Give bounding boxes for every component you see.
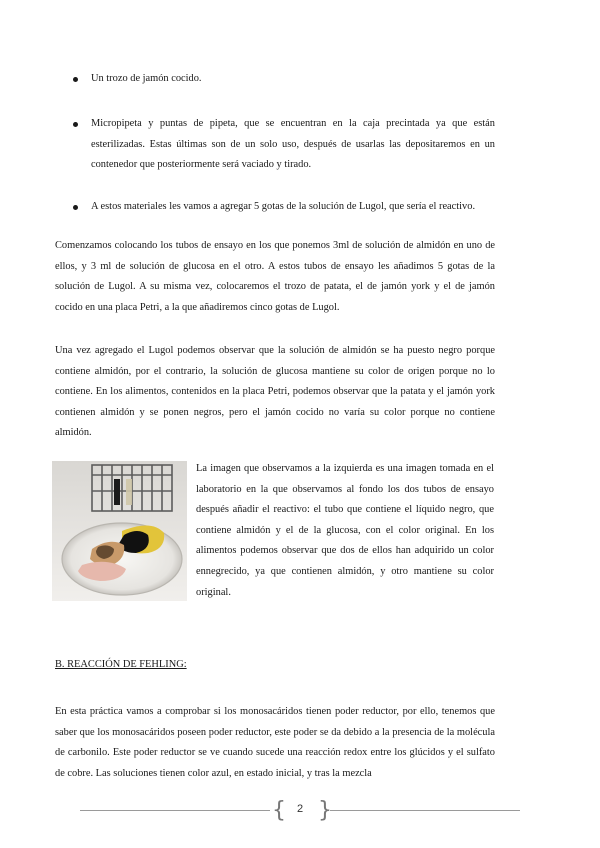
bullet-icon [73, 205, 78, 210]
right-brace-icon: } [318, 798, 332, 823]
left-brace-icon: { [272, 798, 286, 823]
page-number: 2 [296, 803, 304, 815]
lab-photo [52, 461, 187, 601]
list-item [55, 69, 495, 90]
lab-photo-drawing [52, 461, 187, 601]
footer-rule-right [330, 810, 520, 811]
bullet-icon [73, 77, 78, 82]
list-item-text: Un trozo de jamón cocido. [91, 73, 202, 84]
list-item-text: Micropipeta y puntas de pipeta, que se encuentran en la caja precintada ya que están esterilizadas. Estas últimas son de un solo uso, después de usarlas las depositaremos en un contenedor que posteriormente será vaciado y tirado. [91, 118, 495, 171]
list-item [55, 114, 495, 176]
fehling-paragraph: En esta práctica vamos a comprobar si los monosacáridos tienen poder reductor, por ello, tenemos que saber que los monosacáridos poseen poder reductor, este poder se da debido a la presencia de la molécula de carbonilo. Este poder reductor se ve cuando sucede una reacción redox entre los glúcidos y el sulfato de cobre. Las soluciones tienen color azul, en estado inicial, y tras la mezcla [55, 706, 495, 779]
footer-rule-left [80, 810, 270, 811]
list-item-text: A estos materiales les vamos a agregar 5 gotas de la solución de Lugol, que sería el reactivo. [91, 201, 476, 212]
section-heading: B. REACCIÓN DE FEHLING: [55, 659, 187, 670]
image-caption-paragraph: La imagen que observamos a la izquierda es una imagen tomada en el laboratorio en la que observamos al fondo los dos tubos de ensayo después añadir el reactivo: el tubo que contiene el líquido negro, que contiene almidón y el de la glucosa, con el color original. En los alimentos podemos observar que dos de ellos han adquirido un color ennegrecido, ya que contienen almidón, y otro mantiene su color original. [196, 463, 494, 598]
observation-paragraph: Una vez agregado el Lugol podemos observar que la solución de almidón se ha puesto negro porque contiene almidón, por el contrario, la solución de glucosa mantiene su color de origen porque no lo contiene. En los alimentos, contenidos en la placa Petri, podemos observar que la patata y el jamón york contienen almidón y se ponen negros, pero el jamón cocido no varía su color porque no contiene almidón. [55, 345, 495, 439]
bullet-icon [73, 122, 78, 127]
procedure-paragraph: Comenzamos colocando los tubos de ensayo en los que ponemos 3ml de solución de almidón en uno de ellos, y 3 ml de solución de glucosa en el otro. A estos tubos de ensayo les añadimos 5 gotas de la solución de Lugol. A su misma vez, colocaremos el trozo de patata, el de jamón york y el de jamón cocido en una placa Petri, a la que añadiremos cinco gotas de Lugol. [55, 240, 495, 313]
list-item [55, 197, 495, 218]
